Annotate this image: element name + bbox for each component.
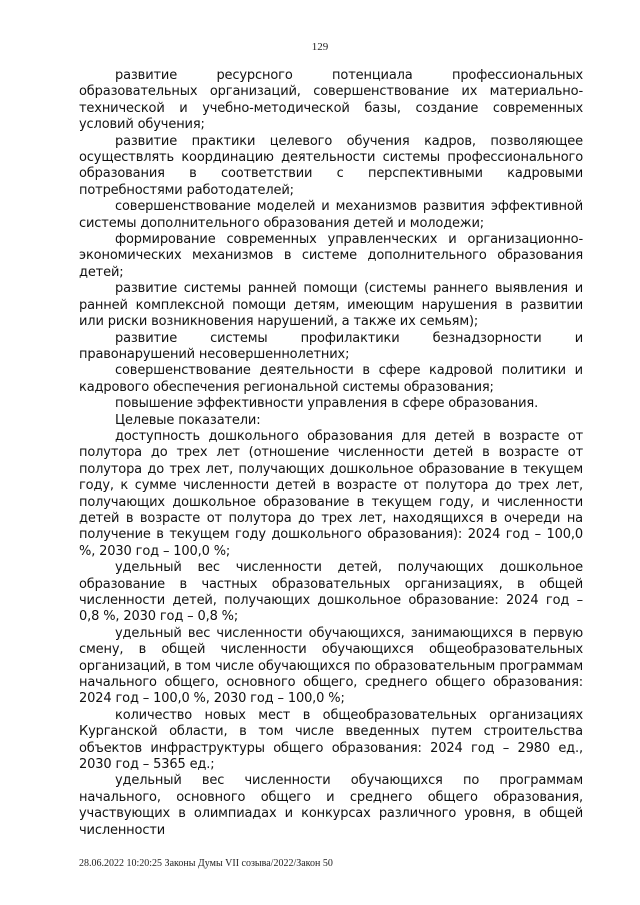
paragraph-private-preschool-share: удельный вес численности детей, получающих дошкольное образование в частных образовательных организациях, в общей численности детей, получающих дошкольное образование: 2024 год – 0,8 %, 2030 год – 0,8 %; bbox=[79, 560, 583, 625]
paragraph-olympiad-participation: удельный вес численности обучающихся по программам начального, основного общего и среднего общего образования, участвующих в олимпиадах и конкурсах различного уровня, в общей численности bbox=[79, 773, 583, 838]
paragraph-targeted-training: развитие практики целевого обучения кадров, позволяющее осуществлять координацию деятельности системы профессионального образования в соответствии с перспективными кадровыми потребностями работодателей; bbox=[79, 133, 583, 198]
paragraph-management-mechanisms: формирование современных управленческих и организационно-экономических механизмов в системе дополнительного образования детей; bbox=[79, 232, 583, 280]
paragraph-new-school-places: количество новых мест в общеобразовательных организациях Курганской области, в том числе введенных путем строительства объектов инфраструктуры общего образования: 2024 год – 2980 ед., 2030 год – 5365 ед.; bbox=[79, 707, 583, 773]
paragraph-management-efficiency: повышение эффективности управления в сфере образования. bbox=[115, 396, 539, 412]
paragraph-prevention: развитие системы профилактики безнадзорности и правонарушений несовершеннолетних; bbox=[79, 330, 583, 362]
paragraph-personnel-policy: совершенствование деятельности в сфере кадровой политики и кадрового обеспечения региональной системы образования; bbox=[79, 363, 583, 395]
paragraph-target-indicators-heading: Целевые показатели: bbox=[115, 412, 261, 428]
page-number: 129 bbox=[311, 41, 329, 53]
paragraph-preschool-availability: доступность дошкольного образования для детей в возрасте от полутора до трех лет (отношение численности детей в возрасте от полутора до трех лет, получающих дошкольное образование в текущем году, к сумме численности детей в возрасте от полутора до трех лет, получающих дошкольное образование в текущем году, и численности детей в возрасте от полутора до трех лет, находящихся в очереди на получение в текущем году дошкольного образования): 2024 год – 100,0 %, 2030 год – 100,0 %; bbox=[79, 428, 583, 559]
paragraph-early-help: развитие системы ранней помощи (системы раннего выявления и ранней комплексной помощи детям, имеющим нарушения в развитии или риски возникновения нарушений, а также их семьям); bbox=[79, 281, 583, 330]
paragraph-resource-potential: развитие ресурсного потенциала профессиональных образовательных организаций, совершенствование их материально-технической и учебно-методической базы, создание современных условий обучения; bbox=[79, 68, 583, 133]
document-body bbox=[79, 68, 583, 839]
footer-document-stamp: 28.06.2022 10:20:25 Законы Думы VII созыва/2022/Закон 50 bbox=[79, 858, 333, 869]
paragraph-first-shift-share: удельный вес численности обучающихся, занимающихся в первую смену, в общей численности обучающихся общеобразовательных организаций, в том числе обучающихся по образовательным программам начального общего, основного общего, среднего общего образования: 2024 год – 100,0 %, 2030 год – 100,0 %; bbox=[79, 625, 583, 707]
paragraph-additional-education-models: совершенствование моделей и механизмов развития эффективной системы дополнительного образования детей и молодежи; bbox=[79, 199, 583, 231]
